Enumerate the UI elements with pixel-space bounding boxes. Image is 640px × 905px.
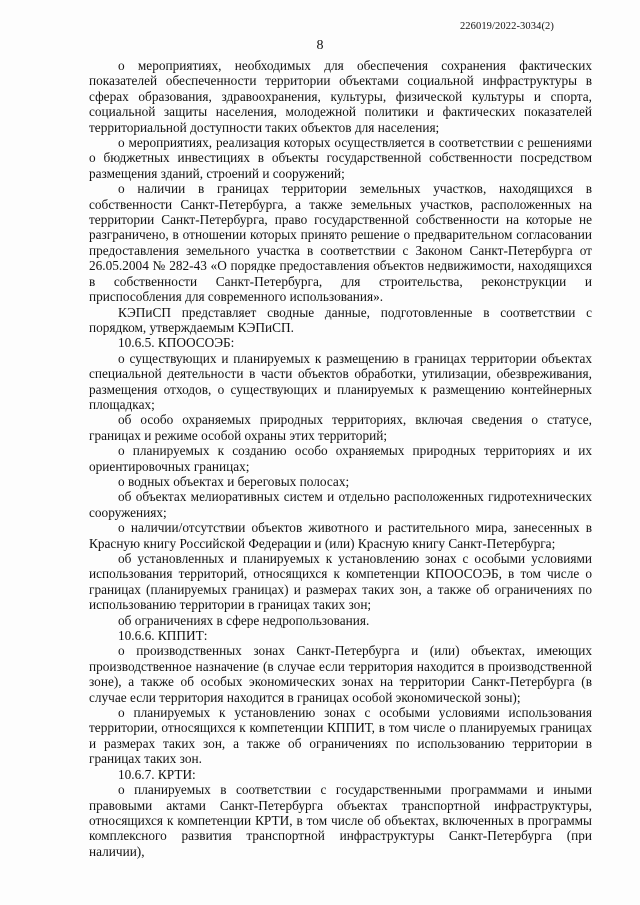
paragraph: об ограничениях в сфере недропользования. [118,612,370,628]
paragraph: о производственных зонах Санкт-Петербурга и (или) объектах, имеющих производственное назначение (в случае если территория находится в производственной зоне), а также об особых экономических зонах на территории Санкт-Петербурга (в случае если территория находится в границах особой экономической зоны); [89,643,592,705]
paragraph: о наличии/отсутствии объектов животного и растительного мира, занесенных в Красную книгу Российской Федерации и (или) Красную книгу Санкт-Петербурга; [89,520,592,551]
paragraph: о наличии в границах территории земельных участков, находящихся в собственности Санкт-Петербурга, а также земельных участков, расположенных на территории Санкт-Петербурга, право государственной собственности на которые не разграничено, в отношении которых принято решение о предварительном согласовании предоставления земельного участка в соответствии с Законом Санкт-Петербурга от 26.05.2004 № 282-43 «О порядке предоставления объектов недвижимости, находящихся в собственности Санкт-Петербурга, для строительства, реконструкции и приспособления для современного использования». [89,181,592,305]
page-number: 8 [316,38,324,53]
section-heading-10-6-6: 10.6.6. КППИТ: [118,628,208,644]
paragraph: о планируемых в соответствии с государственными программами и иными правовыми актами Санкт-Петербурга объектах транспортной инфраструктуры, относящихся к компетенции КРТИ, в том числе об объектах, включенных в программы комплексного развития транспортной инфраструктуры Санкт-Петербурга (при наличии), [89,782,592,859]
paragraph: КЭПиСП представляет сводные данные, подготовленные в соответствии с порядком, утверждаемым КЭПиСП. [89,304,592,335]
paragraph: об особо охраняемых природных территориях, включая сведения о статусе, границах и режиме особой охраны этих территорий; [89,412,592,443]
paragraph: о планируемых к созданию особо охраняемых природных территориях и их ориентировочных границах; [89,443,592,474]
paragraph: об объектах мелиоративных систем и отдельно расположенных гидротехнических сооружениях; [89,489,592,520]
document-body [89,58,592,859]
section-heading-10-6-5: 10.6.5. КПООСОЭБ: [118,335,235,351]
paragraph: о существующих и планируемых к размещению в границах территории объектах специальной деятельности в части объектов обработки, утилизации, обезвреживания, размещения отходов, о существующих и планируемых к размещению контейнерных площадках; [89,350,592,412]
paragraph: о водных объектах и береговых полосах; [118,473,350,489]
section-heading-10-6-7: 10.6.7. КРТИ: [118,766,196,782]
paragraph: об установленных и планируемых к установлению зонах с особыми условиями использования территорий, относящихся к компетенции КПООСОЭБ, в том числе о границах (планируемых границах) и размерах таких зон, а также об ограничениях по использованию территории в границах таких зон; [89,551,592,613]
document-number: 226019/2022-3034(2) [459,21,554,32]
paragraph: о мероприятиях, реализация которых осуществляется в соответствии с решениями о бюджетных инвестициях в объекты государственной собственности посредством размещения зданий, строений и сооружений; [89,135,592,181]
paragraph: о мероприятиях, необходимых для обеспечения сохранения фактических показателей обеспеченности территории объектами социальной инфраструктуры в сферах образования, здравоохранения, культуры, физической культуры и спорта, социальной защиты населения, молодежной политики и фактических показателей территориальной доступности таких объектов для населения; [89,58,592,135]
paragraph: о планируемых к установлению зонах с особыми условиями использования территории, относящихся к компетенции КППИТ, в том числе о планируемых границах и размерах таких зон, а также об ограничениях по использованию территории в границах таких зон. [89,705,592,767]
